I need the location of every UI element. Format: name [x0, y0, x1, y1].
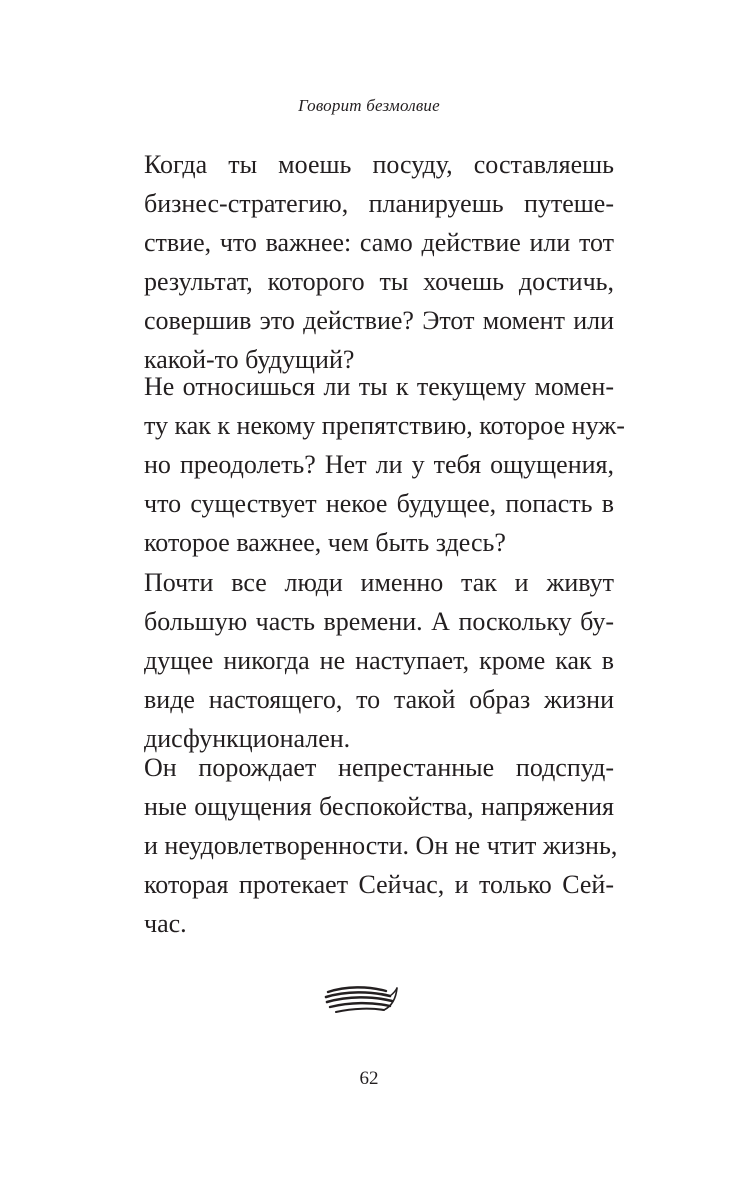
text-line: ту как к некому препятствию, которое нуж- — [144, 411, 625, 440]
text-line: и неудовлетворенности. Он не чтит жизнь, — [144, 831, 618, 860]
paragraph-2 — [144, 367, 625, 562]
paragraph-3 — [144, 563, 614, 758]
text-line: которая протекает Сейчас, и только Сей- — [144, 870, 614, 899]
text-line: совершив это действие? Этот момент или — [144, 306, 614, 335]
paragraph-4 — [144, 748, 618, 943]
text-line: но преодолеть? Нет ли у тебя ощущения, — [144, 450, 614, 479]
text-line: дущее никогда не наступает, кроме как в — [144, 646, 614, 675]
text-line: бизнес-стратегию, планируешь путеше- — [144, 189, 614, 218]
running-head: Говорит безмолвие — [298, 96, 440, 115]
text-line: ные ощущения беспокойства, напряжения — [144, 792, 614, 821]
feather-ornament-icon — [324, 984, 400, 1018]
page-number: 62 — [359, 1068, 379, 1089]
text-line: Когда ты моешь посуду, составляешь — [144, 150, 614, 179]
text-line: Почти все люди именно так и живут — [144, 568, 614, 597]
text-line: какой-то будущий? — [144, 345, 355, 374]
text-line: результат, которого ты хочешь достичь, — [144, 267, 614, 296]
text-line: ствие, что важнее: само действие или тот — [144, 228, 614, 257]
text-line: которое важнее, чем быть здесь? — [144, 528, 506, 557]
text-line: что существует некое будущее, попасть в — [144, 489, 614, 518]
text-line: дисфункционален. — [144, 724, 351, 753]
text-line: Он порождает непрестанные подспуд- — [144, 753, 614, 782]
text-line: час. — [144, 909, 187, 938]
text-line: большую часть времени. А поскольку бу- — [144, 607, 614, 636]
text-line: Не относишься ли ты к текущему момен- — [144, 372, 614, 401]
text-line: виде настоящего, то такой образ жизни — [144, 685, 614, 714]
paragraph-1 — [144, 145, 614, 379]
